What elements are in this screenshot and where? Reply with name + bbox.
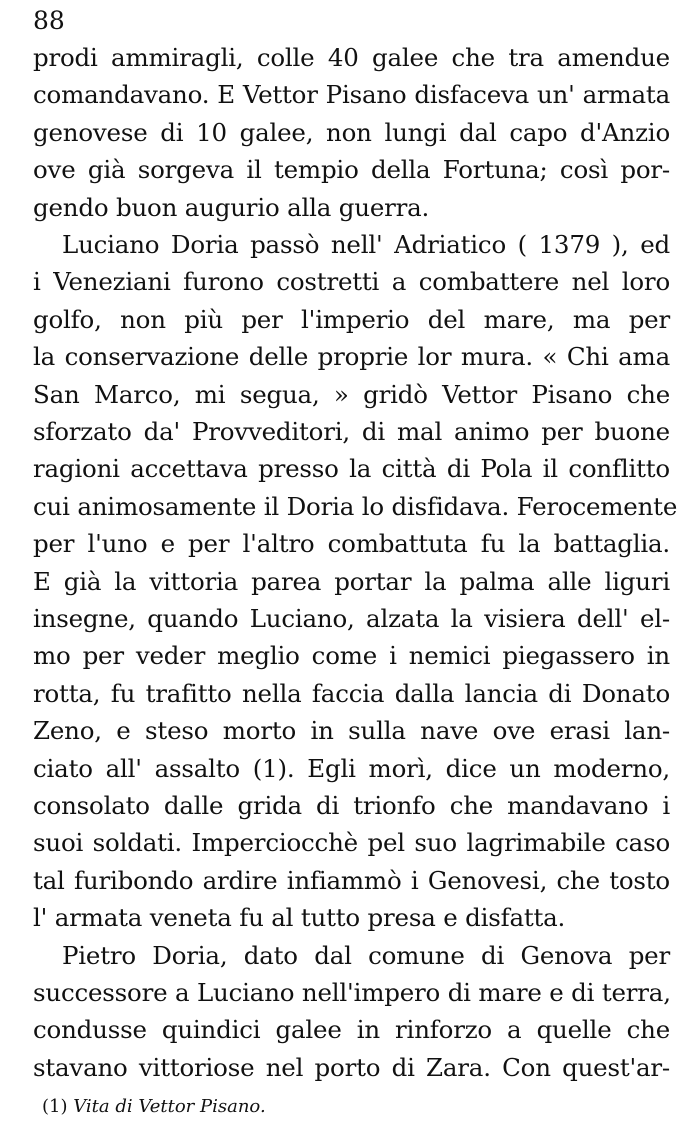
text-line: ragioni accettava presso la città di Pola il conflitto bbox=[33, 454, 670, 484]
text-line: E già la vittoria parea portar la palma alle liguri bbox=[33, 566, 670, 596]
text-line: Luciano Doria passò nell' Adriatico ( 1379 ), ed bbox=[62, 230, 670, 259]
text-line: Pietro Doria, dato dal comune di Genova per bbox=[62, 940, 670, 970]
text-line: per l'uno e per l'altro combattuta fu la battaglia. bbox=[33, 529, 670, 559]
text-line: prodi ammiragli, colle 40 galee che tra amendue bbox=[33, 43, 670, 72]
text-line: consolato dalle grida di trionfo che mandavano i bbox=[33, 791, 670, 820]
text-line: la conservazione delle proprie lor mura. « Chi ama bbox=[33, 342, 670, 372]
text-line: suoi soldati. Imperciocchè pel suo lagrimabile caso bbox=[33, 828, 670, 858]
text-line: condusse quindici galee in rinforzo a quelle che bbox=[33, 1015, 670, 1045]
text-line: Zeno, e steso morto in sulla nave ove erasi lan- bbox=[33, 716, 670, 746]
text-line: sforzato da' Provveditori, di mal animo per buone bbox=[33, 417, 670, 446]
text-line: genovese di 10 galee, non lungi dal capo d'Anzio bbox=[33, 117, 670, 147]
text-line: San Marco, mi segua, » gridò Vettor Pisano che bbox=[33, 379, 670, 409]
text-line: cui animosamente il Doria lo disfidava. Ferocemente bbox=[33, 491, 678, 521]
text-line: golfo, non più per l'imperio del mare, ma per bbox=[33, 304, 670, 334]
text-line: l' armata veneta fu al tutto presa e disfatta. bbox=[33, 903, 566, 933]
page-number: 88 bbox=[33, 6, 65, 35]
text-line: tal furibondo ardire infiammò i Genovesi, che tosto bbox=[33, 865, 670, 895]
text-line: gendo buon augurio alla guerra. bbox=[33, 192, 430, 222]
footnote-text: Vita di Vettor Pisano. bbox=[73, 1096, 266, 1117]
text-line: stavano vittoriose nel porto di Zara. Con quest'ar- bbox=[33, 1052, 670, 1082]
text-line: successore a Luciano nell'impero di mare e di terra, bbox=[33, 978, 671, 1007]
footnote bbox=[42, 1095, 266, 1119]
text-line: i Veneziani furono costretti a combattere nel loro bbox=[33, 267, 670, 297]
text-line: insegne, quando Luciano, alzata la visiera dell' el- bbox=[33, 604, 670, 633]
text-line: rotta, fu trafitto nella faccia dalla lancia di Donato bbox=[33, 678, 670, 708]
footnote-marker: (1) bbox=[42, 1096, 68, 1117]
text-line: mo per veder meglio come i nemici piegassero in bbox=[33, 641, 670, 671]
text-line: ciato all' assalto (1). Egli morì, dice un moderno, bbox=[33, 753, 670, 783]
text-line: ove già sorgeva il tempio della Fortuna; così por- bbox=[33, 155, 670, 185]
text-line: comandavano. E Vettor Pisano disfaceva un' armata bbox=[33, 80, 670, 110]
